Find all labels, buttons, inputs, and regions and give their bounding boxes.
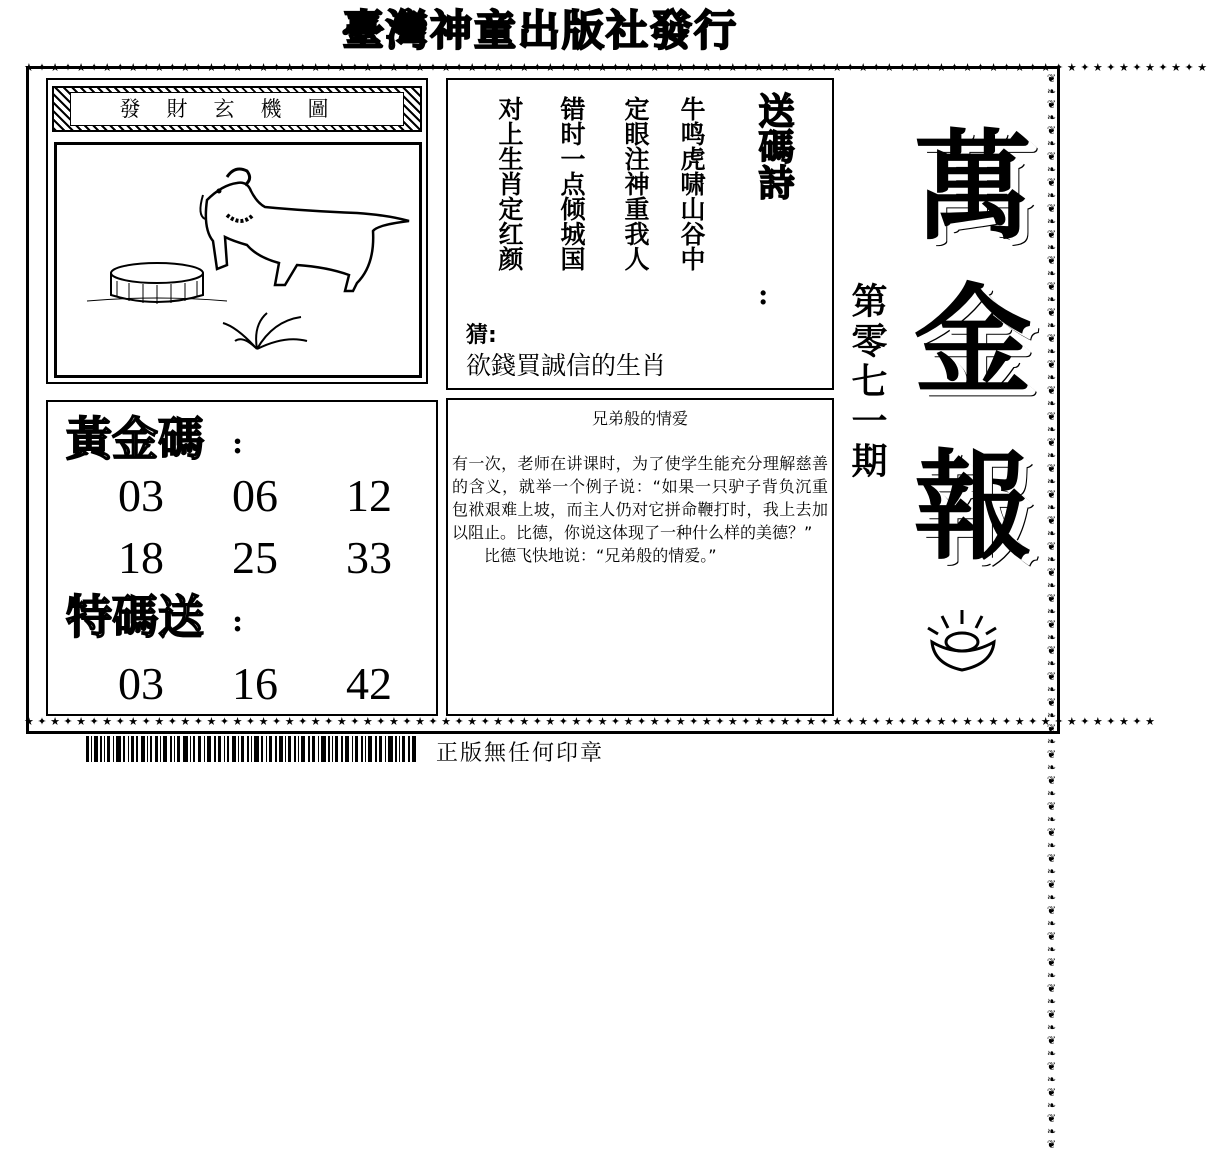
top-star-border: ★ ✦ ★ ✦ ★ ✦ ★ ✦ ★ ✦ ★ ✦ ★ ✦ ★ ✦ ★ ✦ ★ ✦ ★ ✦ ★ ✦ ★ ✦ ★ ✦ ★ ✦ ★ ✦ ★ ✦ ★ ✦ ★ ✦ ★ ✦ ★ ✦ ★ ✦ ★ ✦ ★ ✦ ★ ✦ ★ ✦ ★ ✦ ★ ✦ ★ ✦ ★ ✦ ★ ✦ ★ ✦ ★ ✦ ★ ✦ ★ ✦ ★ ✦ ★ ✦ ★ ✦ ★ ✦ ★ ✦ ★ ✦ ★ ✦ ★ ✦ ★ ✦ ★ ✦ ★ <box>24 61 1207 74</box>
special-code-label: 特碼送 <box>66 590 204 644</box>
special-number: 03 <box>118 658 164 709</box>
fortune-title: 發財玄機圖 <box>70 92 404 126</box>
poem-line-4: 对上生肖定红颜 <box>495 96 524 271</box>
goat-drawing <box>57 145 419 375</box>
brand-char-wan: 萬 <box>914 117 1033 256</box>
story-paragraph: 有一次，老师在讲课时，为了使学生能充分理解慈善的含义，就举一个例子说：“如果一只驴子背负沉重包袱艰难上坡，而主人仍对它拼命鞭打时，我上去加以阻止。比德，你说这体现了一种什么样的美德？” <box>452 454 828 542</box>
poem-title: 送碼詩 <box>753 92 795 200</box>
fortune-illustration <box>54 142 422 378</box>
guess-label: 猜: <box>466 323 497 348</box>
gold-number: 12 <box>346 470 392 521</box>
poem-line-2: 定眼注神重我人 <box>621 96 650 271</box>
brand-char-bao: 報 <box>914 437 1033 576</box>
gold-code-colon: : <box>232 426 244 461</box>
poem-line-1: 牛鸣虎啸山谷中 <box>677 96 706 271</box>
special-code-colon: : <box>232 604 244 639</box>
gold-number: 03 <box>118 470 164 521</box>
poem-title-colon: : <box>758 278 769 311</box>
publisher-title: 臺灣神童出版社發行 <box>341 6 738 55</box>
gold-number: 06 <box>232 470 278 521</box>
gold-number: 33 <box>346 532 392 583</box>
brand-char-jin: 金 <box>914 271 1033 410</box>
right-vine-border: ❦❧❦❧❦❧❦❧❦❧❦❧❦❧❦❧❦❧❦❧❦❧❦❧❦❧❦❧❦❧❦❧❦❧❦❧❦❧❦❧❦❧❦❧❦❧❦❧❦❧❦❧❦❧❦❧❦❧❦❧❦❧❦❧❦❧❦❧❦❧❦❧❦❧❦❧❦❧❦❧❦❧❦ <box>1045 72 1058 1151</box>
issue-number: 第零七一期 <box>846 282 887 482</box>
story-body <box>452 452 828 567</box>
special-number: 42 <box>346 658 392 709</box>
barcode <box>86 736 416 762</box>
gold-ingot-icon <box>922 606 1002 678</box>
gold-code-label: 黃金碼 <box>66 412 204 466</box>
special-number: 16 <box>232 658 278 709</box>
guess-text: 欲錢買誠信的生肖 <box>466 351 667 380</box>
bottom-star-border: ★ ✦ ★ ✦ ★ ✦ ★ ✦ ★ ✦ ★ ✦ ★ ✦ ★ ✦ ★ ✦ ★ ✦ ★ ✦ ★ ✦ ★ ✦ ★ ✦ ★ ✦ ★ ✦ ★ ✦ ★ ✦ ★ ✦ ★ ✦ ★ ✦ ★ ✦ ★ ✦ ★ ✦ ★ ✦ ★ ✦ ★ ✦ ★ ✦ ★ ✦ ★ ✦ ★ ✦ ★ ✦ ★ ✦ ★ ✦ ★ ✦ ★ ✦ ★ ✦ ★ ✦ ★ ✦ ★ ✦ ★ ✦ ★ ✦ ★ ✦ ★ <box>24 715 1155 728</box>
poem-line-3: 错时一点倾城国 <box>557 96 586 271</box>
story-title: 兄弟般的情爱 <box>591 409 688 428</box>
story-reply: 比德飞快地说：“兄弟般的情爱。” <box>452 546 717 565</box>
gold-number: 18 <box>118 532 164 583</box>
footer-authentic-note: 正版無任何印章 <box>436 741 605 766</box>
gold-number: 25 <box>232 532 278 583</box>
